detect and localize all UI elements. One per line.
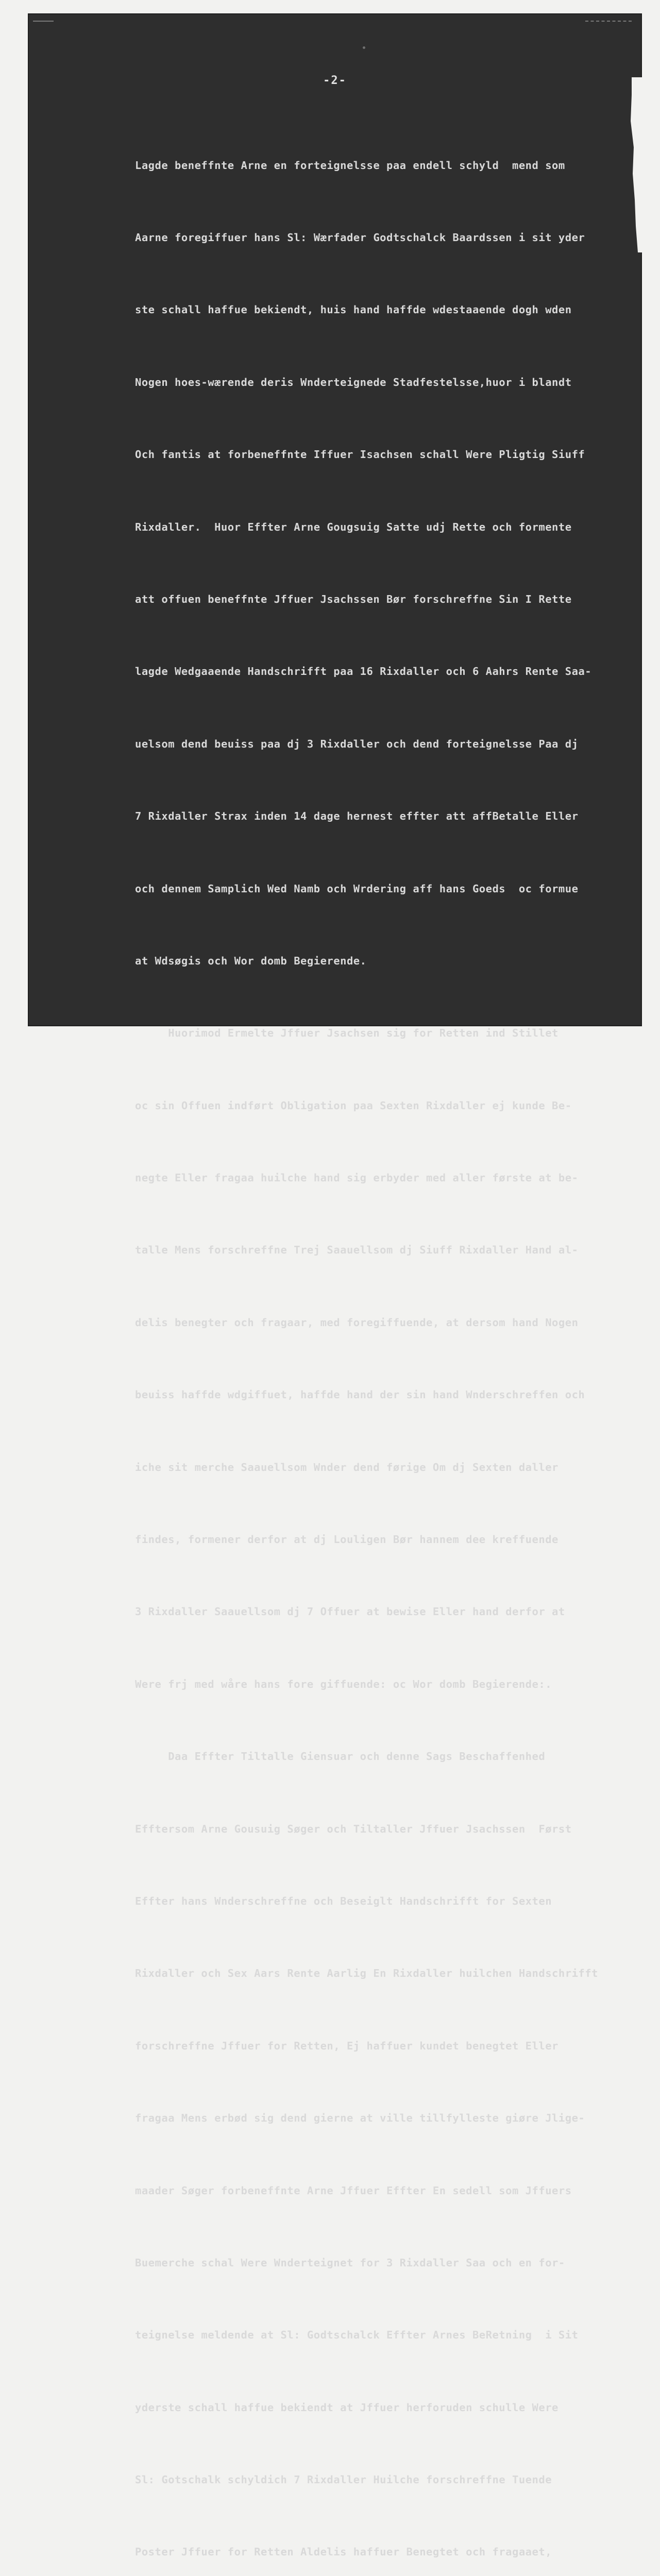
text-line: Effter hans Wnderschreffne och Beseiglt Handschrifft for Sexten <box>135 1894 552 1907</box>
text-line: beuiss haffde wdgiffuet, haffde hand der sin hand Wnderschreffen och <box>135 1388 585 1401</box>
text-line: Rixdaller och Sex Aars Rente Aarlig En Rixdaller huilchen Handschrifft <box>135 1967 598 1980</box>
text-line: Buemerche schal Were Wnderteignet for 3 Rixdaller Saa och en for- <box>135 2256 565 2269</box>
hole-punch-mark <box>363 46 365 49</box>
text-line: Och fantis at forbeneffnte Iffuer Isachsen schall Were Pligtig Siuff <box>135 448 585 461</box>
text-line: oc sin Offuen indført Obligation paa Sexten Rixdaller ej kunde Be- <box>135 1099 572 1112</box>
text-line: 7 Rixdaller Strax inden 14 dage hernest effter att affBetalle Eller <box>135 810 579 823</box>
text-line: att offuen beneffnte Jffuer Jsachssen Bør forschreffne Sin I Rette <box>135 592 572 605</box>
text-line: findes, formener derfor at dj Louligen Bør hannem dee kreffuende <box>135 1533 559 1546</box>
document-body <box>135 105 640 2576</box>
text-line: 3 Rixdaller Saauellsom dj 7 Offuer at bewise Eller hand derfor at <box>135 1605 565 1618</box>
text-line: Aarne foregiffuer hans Sl: Wærfader Godtschalck Baardssen i sit yder <box>135 231 585 244</box>
text-line: negte Eller fragaa huilche hand sig erbyder med aller første at be- <box>135 1172 579 1184</box>
text-line: och dennem Samplich Wed Namb och Wrdering aff hans Goeds oc formue <box>135 882 579 895</box>
text-line: forschreffne Jffuer for Retten, Ej haffuer kundet benegtet Eller <box>135 2039 559 2052</box>
page-number: -2- <box>323 74 347 87</box>
corner-mark <box>33 21 54 26</box>
text-line: Daa Effter Tiltalle Giensuar och denne Sags Beschaffenhed <box>135 1750 546 1763</box>
text-line: iche sit merche Saauellsom Wnder dend førige Om dj Sexten daller <box>135 1461 559 1473</box>
text-line: talle Mens forschreffne Trej Saauellsom dj Siuff Rixdaller Hand al- <box>135 1244 579 1257</box>
text-line: Rixdaller. Huor Effter Arne Gougsuig Satte udj Rette och formente <box>135 520 572 533</box>
text-line: yderste schall haffue bekiendt at Jffuer herforuden schulle Were <box>135 2401 559 2414</box>
text-line: Huorimod Ermelte Jffuer Jsachsen sig for Retten ind Stillet <box>135 1027 559 1040</box>
text-line: maader Søger forbeneffnte Arne Jffuer Effter En sedell som Jffuers <box>135 2184 572 2197</box>
text-line: fragaa Mens erbød sig dend gierne at ville tillfylleste giøre Jlige- <box>135 2112 585 2125</box>
text-line: Lagde beneffnte Arne en forteignelsse paa endell schyld mend som <box>135 159 565 172</box>
text-line: at Wdsøgis och Wor domb Begierende. <box>135 954 367 967</box>
text-line: Sl: Gotschalk schyldich 7 Rixdaller Huilche forschreffne Tuende <box>135 2473 552 2486</box>
text-line: uelsom dend beuiss paa dj 3 Rixdaller och dend forteignelsse Paa dj <box>135 737 579 750</box>
text-line: Efftersom Arne Gousuig Søger och Tiltaller Jffuer Jsachssen Først <box>135 1822 572 1835</box>
corner-mark <box>585 21 632 27</box>
text-line: lagde Wedgaaende Handschrifft paa 16 Rixdaller och 6 Aahrs Rente Saa- <box>135 665 592 678</box>
text-line: Nogen hoes-wærende deris Wnderteignede Stadfestelsse,huor i blandt <box>135 376 572 388</box>
text-line: ste schall haffue bekiendt, huis hand haffde wdestaaende dogh wden <box>135 303 572 316</box>
text-line: teignelse meldende at Sl: Godtschalck Effter Arnes BeRetning i Sit <box>135 2329 579 2342</box>
text-line: Were frj med wåre hans fore giffuende: oc Wor domb Begierende:. <box>135 1677 552 1690</box>
text-line: delis benegter och fragaar, med foregiffuende, at dersom hand Nogen <box>135 1316 579 1329</box>
text-line: Poster Jffuer for Retten Aldelis haffuer Benegtet och fragaaet, <box>135 2546 552 2558</box>
